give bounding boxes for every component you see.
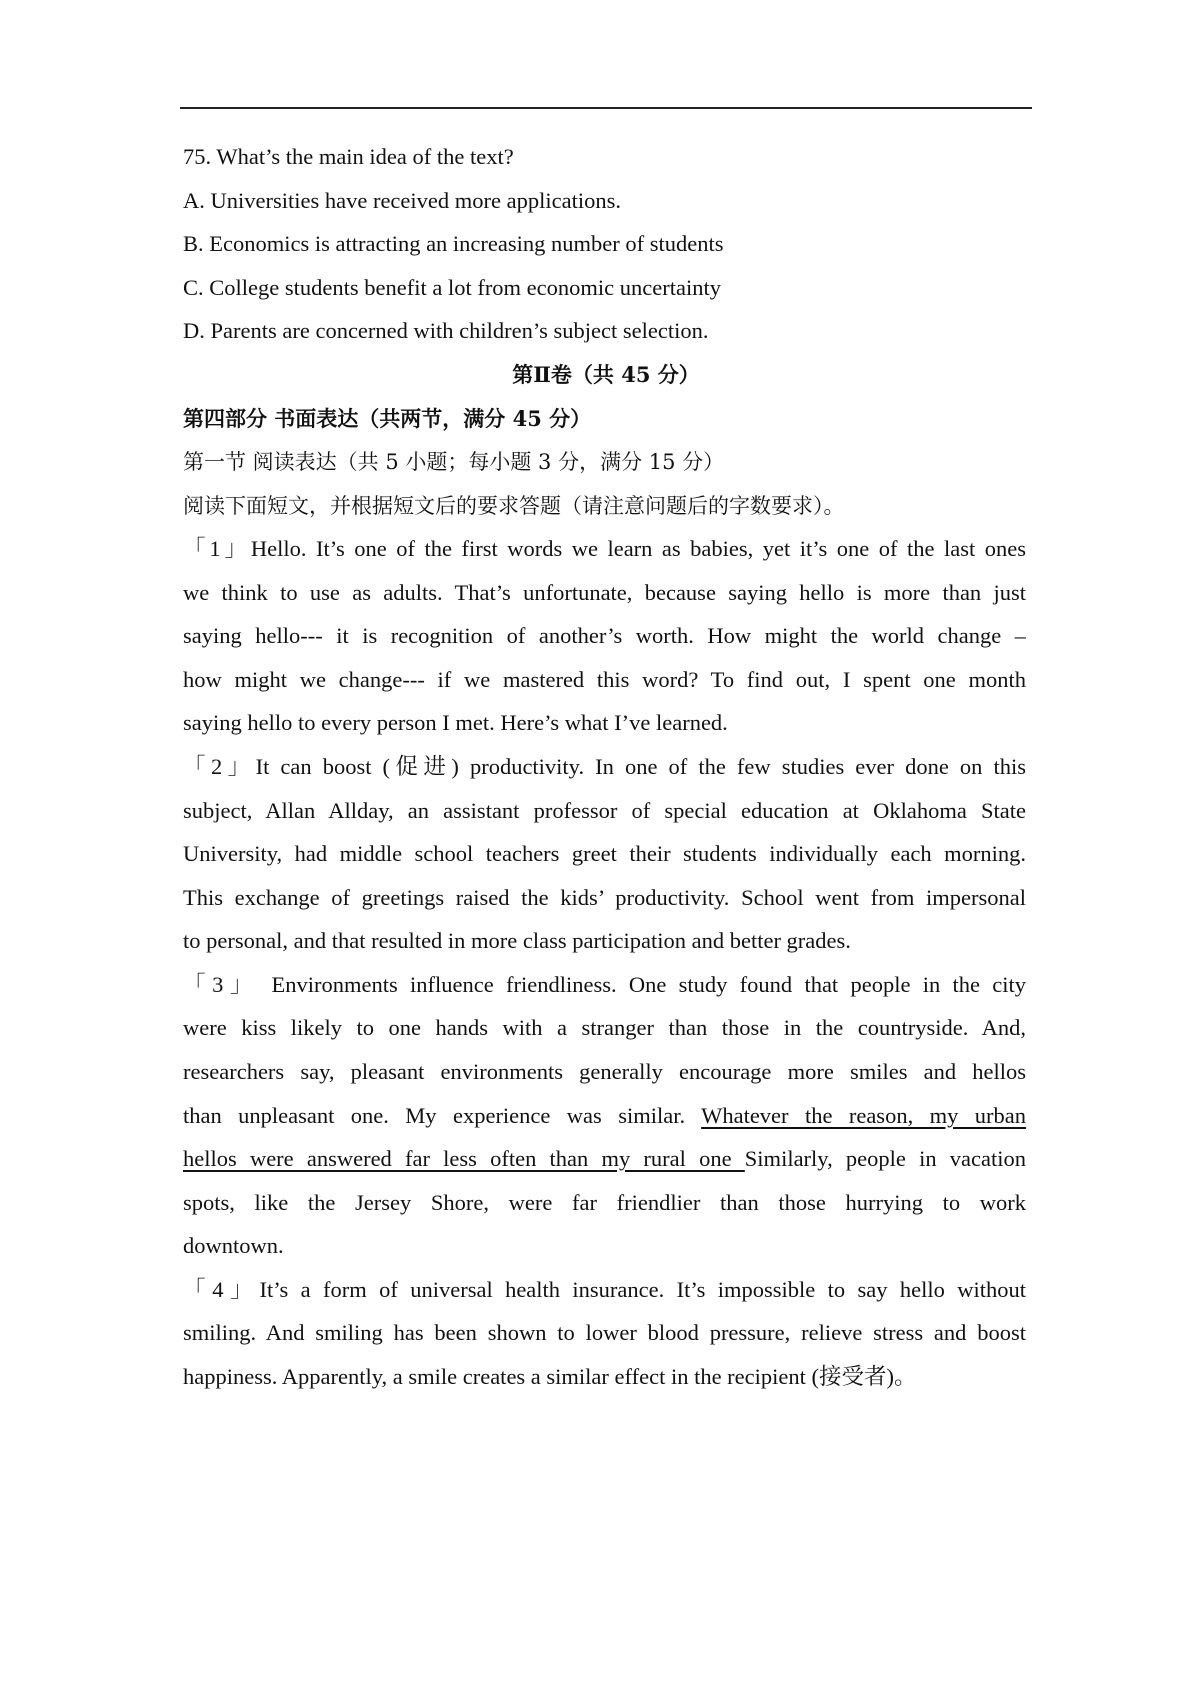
paragraph-2-line: 「2」It can boost (促进) productivity. In one of the few studies ever done on this (183, 754, 1026, 779)
subsection-title: 第一节 阅读表达（共 5 小题；每小题 3 分，满分 15 分） (183, 450, 725, 474)
part-title: 第四部分 书面表达（共两节，满分 45 分） (183, 406, 592, 431)
reading-instruction: 阅读下面短文，并根据短文后的要求答题（请注意问题后的字数要求）。 (183, 494, 845, 518)
paragraph-3-line: researchers say, pleasant environments generally encourage more smiles and hellos (183, 1059, 1026, 1084)
paragraph-4-line: 「4」It’s a form of universal health insurance. It’s impossible to say hello without (183, 1277, 1026, 1302)
paragraph-2-line: subject, Allan Allday, an assistant professor of special education at Oklahoma State (183, 798, 1026, 823)
paragraph-1-line: saying hello to every person I met. Here’s what I’ve learned. (183, 710, 728, 735)
paragraph-2-line: University, had middle school teachers greet their students individually each morning. (183, 841, 1026, 866)
paragraph-1-line: 「1」Hello. It’s one of the first words we learn as babies, yet it’s one of the last ones (183, 536, 1026, 561)
paragraph-1-line: we think to use as adults. That’s unfortunate, because saying hello is more than just (183, 580, 1026, 605)
paragraph-3-text: Similarly, people in vacation (744, 1146, 1026, 1171)
underlined-sentence: hellos were answered far less often than my rural one (183, 1146, 745, 1171)
paragraph-3-line (183, 1101, 1026, 1131)
underlined-sentence: Whatever the reason, my urban (701, 1103, 1026, 1128)
paragraph-3-line: spots, like the Jersey Shore, were far friendlier than those hurrying to work (183, 1190, 1026, 1215)
option-a: A. Universities have received more applications. (183, 188, 621, 213)
paragraph-3-text: than unpleasant one. My experience was similar. (183, 1103, 702, 1128)
paragraph-4-line: happiness. Apparently, a smile creates a similar effect in the recipient (接受者)。 (183, 1364, 917, 1389)
option-b: B. Economics is attracting an increasing number of students (183, 231, 724, 256)
question-stem: 75. What’s the main idea of the text? (183, 144, 514, 169)
paragraph-2-line: to personal, and that resulted in more class participation and better grades. (183, 928, 851, 953)
paragraph-2-line: This exchange of greetings raised the kids’ productivity. School went from impersonal (183, 885, 1026, 910)
paragraph-3-line: were kiss likely to one hands with a stranger than those in the countryside. And, (183, 1015, 1026, 1040)
header-rule (180, 107, 1032, 109)
paragraph-3-line (183, 1144, 1026, 1174)
volume-title: 第Ⅱ卷（共 45 分） (512, 362, 700, 387)
paragraph-1-line: how might we change--- if we mastered this word? To find out, I spent one month (183, 667, 1026, 692)
option-d: D. Parents are concerned with children’s subject selection. (183, 318, 709, 343)
paragraph-4-line: smiling. And smiling has been shown to lower blood pressure, relieve stress and boost (183, 1320, 1026, 1345)
paragraph-1-line: saying hello--- it is recognition of another’s worth. How might the world change – (183, 623, 1026, 648)
paragraph-3-line: downtown. (183, 1233, 284, 1258)
option-c: C. College students benefit a lot from economic uncertainty (183, 275, 721, 300)
paragraph-3-line: 「3」 Environments influence friendliness. One study found that people in the city (183, 972, 1026, 997)
